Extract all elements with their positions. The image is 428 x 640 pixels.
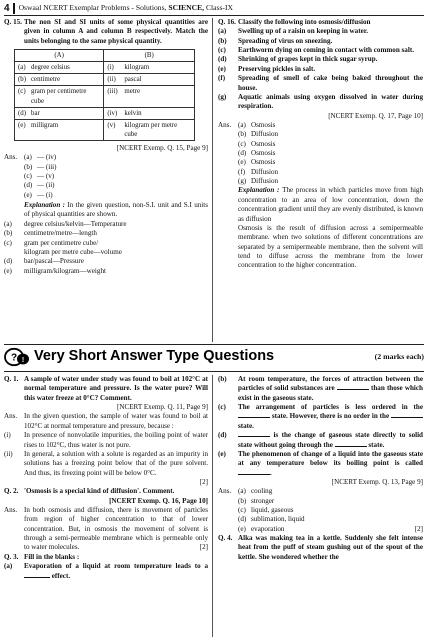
marks: [2] (414, 524, 423, 533)
fill-blank-e: (e) The phenomenon of change of a liquid into the gaseous state at any temperature below its boiling point is called . (218, 449, 423, 477)
item-label: (d) (238, 515, 247, 524)
question-number: Q. 2. (4, 487, 19, 496)
table-row (15, 62, 195, 74)
item-text: sublimation, liquid (251, 515, 305, 524)
cell-content (18, 75, 100, 84)
header-divider (13, 3, 15, 14)
answer-label (218, 149, 238, 158)
answer-content (238, 497, 423, 506)
item-text: Osmosis (251, 139, 276, 148)
answer-row (218, 525, 423, 534)
list-item (4, 450, 208, 478)
item-text: In presence of nonvolatile impurities, the boiling point of water rises to 102°C, thus water is not pure. (24, 431, 208, 449)
blank (238, 469, 270, 475)
column-b-cell (104, 119, 195, 140)
item-label: (a) (4, 562, 13, 571)
answer-content (238, 121, 423, 130)
section-marks: (2 marks each) (374, 351, 424, 361)
item-label: (g) (238, 177, 247, 186)
item-text: Osmosis (251, 120, 276, 129)
item-text: — (iv) (37, 153, 57, 162)
item-label: (ii) (4, 449, 13, 458)
item-label: (d) (18, 109, 27, 117)
question-text: Alka was making tea in a kettle. Suddenly she felt intense heat from the puff of steam gushing out of the spout of the kettle. She wondered whether the (238, 534, 423, 561)
item-label: (e) (4, 266, 12, 275)
answer-label: Ans. (218, 120, 232, 129)
item-label: (d) (238, 149, 247, 158)
answer-row (218, 121, 423, 130)
vsa-question-2 (4, 487, 208, 506)
list-item (4, 229, 208, 238)
item-text: Spreading of virus on sneezing. (238, 36, 333, 45)
question-text: 'Osmosis is a special kind of diffusion'. Comment. (24, 487, 175, 496)
answer (4, 412, 208, 431)
item-label: (c) (218, 403, 226, 412)
item-text: evaporation (251, 524, 285, 533)
question-reference: [NCERT Exemp. Q. 17, Page 10] (328, 111, 423, 120)
question-number: Q. 3. (4, 552, 19, 561)
item-label: (a) (218, 27, 227, 36)
column-divider-top (212, 18, 213, 342)
item-label: (ii) (107, 76, 116, 84)
item-text: Swelling up of a raisin on keeping in water. (238, 27, 369, 36)
item-label: (g) (218, 92, 227, 101)
answer-content (238, 177, 423, 186)
item-text: — (iii) (37, 162, 57, 171)
list-item (218, 93, 423, 112)
item-text: kilogram per metre cube—volume (24, 247, 122, 256)
list-item (218, 65, 423, 74)
item-label: (e) (218, 449, 226, 458)
section-rule-bottom (4, 371, 424, 372)
list-item (218, 27, 423, 36)
item-label: (i) (107, 64, 114, 72)
match-table (14, 49, 195, 141)
answer-row (218, 506, 423, 515)
list-item (218, 55, 423, 64)
answer-label (4, 172, 24, 181)
item-label: (d) (218, 431, 227, 440)
answer-label (218, 506, 238, 515)
item-text: — (i) (37, 190, 53, 199)
column-a-cell (15, 119, 104, 140)
item-text: At room temperature, the forces of attraction between the particles of solid substances are (238, 375, 423, 393)
item-label: (f) (238, 167, 246, 176)
answer-label: Ans. (4, 153, 18, 162)
osmosis-text: Osmosis is the result of diffusion across a semipermeable membrane. when two solutions of different concentrations are separated by a semipermeable membrane, then the solvent will tend to diffuse across the membrane from the lower concentration to the higher concentration. (238, 223, 423, 270)
column-a-cell (15, 74, 104, 86)
svg-text:!: ! (21, 356, 25, 364)
fill-blank-a (4, 562, 208, 581)
answer-row (4, 153, 208, 162)
left-column-bottom (4, 375, 208, 581)
item-text: Diffusion (251, 177, 279, 186)
question-number: Q. 1. (4, 375, 19, 383)
vsa-question-4 (218, 534, 423, 562)
unit-pairs-list (4, 220, 208, 276)
column-a-cell (15, 107, 104, 119)
svg-text:?: ? (10, 352, 18, 364)
item-text: pascal (124, 76, 142, 84)
explanation (4, 201, 208, 220)
osmosis-paragraph (218, 224, 423, 271)
item-label: (e) (218, 64, 226, 73)
item-text: metre (124, 88, 141, 96)
answer-label (218, 140, 238, 149)
item-text: degree celsius/kelvin—Temperature (24, 219, 127, 228)
item-label: (e) (18, 121, 26, 129)
item-text: Aquatic animals using oxygen dissolved in water during respiration. (238, 92, 423, 111)
question-reference: [NCERT Exemp. Q. 11, Page 9] (117, 403, 208, 412)
question-number: Q. 4. (218, 534, 233, 543)
left-column-top (4, 18, 208, 276)
question-number: Q. 15. (4, 18, 22, 26)
item-text-end: state. (238, 421, 254, 430)
answer-label: Ans. (218, 487, 232, 496)
item-text: Spreading of smell of cake being baked throughout the house. (238, 74, 423, 92)
cell-content (18, 63, 100, 72)
answer-row (218, 177, 423, 186)
answer-row (218, 149, 423, 158)
answer-content (238, 158, 423, 167)
item-text: Diffusion (251, 167, 279, 176)
item-text: In general, a solution with a solute is regarded as an impurity in solutions has a freezing point below that of the pure solvent. And thus, its freezing point will be below 0°C. (24, 449, 208, 477)
answer-label (4, 191, 24, 200)
item-text-end: state. (368, 440, 385, 449)
item-label: (e) (238, 158, 246, 167)
column-a-cell (15, 86, 104, 107)
question-reference: [NCERT Exemp. Q. 15, Page 9] (116, 143, 208, 152)
answer-label: Ans. (4, 506, 18, 515)
subject-label: SCIENCE, (168, 3, 205, 13)
item-label: (c) (24, 172, 32, 181)
question-text: A sample of water under study was found to boil at 102°C at normal temperature and pressure. Is the water pure? Will this water freeze at 0°C? Comment. (24, 375, 208, 402)
item-label: (i) (4, 431, 11, 440)
column-b-cell (104, 62, 195, 74)
blank (337, 384, 369, 390)
question-text: The non SI and SI units of some physical quantities are given in column A and column B respectively. Match the units belonging to the same physical quantity. (24, 18, 208, 45)
answer-label (4, 181, 24, 190)
answer-label (218, 515, 238, 524)
marks: [2] (199, 477, 208, 486)
answer-content (238, 149, 423, 158)
item-label: (b) (238, 130, 247, 139)
cell-content (107, 109, 191, 118)
section-title: Very Short Answer Type Questions (34, 348, 275, 365)
answer-content (24, 191, 208, 200)
answer-content (24, 163, 208, 172)
question-number: Q. 16. (218, 18, 236, 26)
cell-content (18, 87, 100, 105)
fill-blank-b (218, 375, 423, 403)
item-label: (c) (238, 506, 246, 515)
section-heading (4, 346, 424, 368)
item-label: (e) (24, 190, 32, 199)
item-text: centimetre (31, 76, 61, 84)
blank (238, 412, 270, 418)
item-text: is the change of gaseous state directly to solid state without going through the (238, 431, 424, 449)
list-item (4, 267, 208, 276)
item-label: (b) (218, 36, 227, 45)
cell-content (107, 75, 191, 84)
page-header (4, 3, 233, 14)
item-label: (a) (18, 64, 26, 72)
item-text: Shrinking of grapes kept in thick sugar syrup. (238, 55, 378, 64)
answer-row (4, 163, 208, 172)
item-label (4, 248, 24, 257)
item-label: (b) (4, 229, 13, 238)
item-text: Earthworm dying on coming in contact with common salt. (238, 46, 414, 55)
item-text-end: effect. (51, 571, 71, 580)
answer-label (218, 168, 238, 177)
list-item (4, 239, 208, 248)
table-row (15, 107, 195, 119)
answer-label (218, 177, 238, 186)
right-column-bottom (218, 375, 423, 562)
list-item (4, 257, 208, 266)
item-label: (iv) (107, 109, 118, 117)
answer-list (218, 121, 423, 187)
question-15 (4, 18, 208, 46)
question-reference: [NCERT Exemp. Q. 13, Page 9] (331, 477, 423, 486)
item-label: (c) (18, 88, 26, 96)
right-column-top (218, 18, 423, 271)
list-item (4, 431, 208, 450)
table-row (15, 74, 195, 86)
item-text: liquid, gaseous (251, 506, 294, 515)
item-text: Preserving pickles in salt. (238, 64, 316, 73)
item-text: Diffusion (251, 130, 279, 139)
fill-blank-c (218, 403, 423, 431)
blank (24, 572, 50, 578)
item-label: (a) (24, 153, 32, 162)
answer-row (218, 487, 423, 496)
item-text: Evaporation of a liquid at room temperature leads to a (24, 562, 208, 571)
item-label: (c) (218, 46, 226, 55)
answer-content (238, 506, 423, 515)
table-row (15, 86, 195, 107)
column-divider-bottom (212, 375, 213, 637)
cell-content (107, 87, 191, 96)
blank (335, 441, 367, 447)
answer-label (4, 163, 24, 172)
marks: [2] (199, 543, 208, 552)
item-label: (b) (24, 162, 33, 171)
column-a-header: (A) (15, 50, 104, 62)
item-text: — (ii) (37, 181, 55, 190)
question-answer-icon (4, 347, 30, 367)
fill-blank-d (218, 431, 423, 450)
section-rule-top (4, 344, 424, 345)
answer-content (24, 153, 208, 162)
item-text: The phenomenon of change of a liquid into the gaseous state at any temperature below its boiling point is called (238, 449, 423, 468)
list-item (218, 74, 423, 93)
answer-row (4, 181, 208, 190)
item-text: The arrangement of particles is less ordered in the (238, 403, 423, 412)
list-item (218, 46, 423, 55)
answer-content (238, 168, 423, 177)
item-label: (d) (4, 257, 13, 266)
answer-row (4, 191, 208, 200)
header-rule (4, 15, 424, 16)
item-text: kelvin (124, 109, 142, 117)
item-text: Osmosis (251, 158, 276, 167)
column-b-cell (104, 107, 195, 119)
question-16 (218, 18, 423, 27)
item-text: bar (31, 109, 40, 117)
answer-row (218, 497, 423, 506)
item-label: (d) (24, 181, 33, 190)
cell-content (18, 121, 100, 130)
answer-list (4, 153, 208, 200)
list-item (4, 248, 208, 257)
answer-content (238, 525, 423, 534)
column-b-cell (104, 74, 195, 86)
cell-content (107, 121, 191, 139)
answer-content (238, 130, 423, 139)
item-text: cooling (251, 487, 273, 496)
answer-row (218, 515, 423, 524)
item-text: milligram (31, 121, 59, 129)
answer-text: In both osmosis and diffusion, there is movement of particles from region of higher concentration to that of lower concentration. But, in osmosis the movement of solvent is through a semi-permeable membrane which is permeable only to water molecules. (24, 506, 208, 552)
blank (391, 412, 423, 418)
blank (238, 431, 270, 437)
item-text-mid: state. However, there is no order in the (271, 412, 390, 421)
vsa-question-3 (4, 553, 208, 562)
item-text: gram per centimetre cube (31, 88, 87, 105)
answer-text: In the given question, the sample of water was found to boil at 102°C at normal temperature and pressure, because : (24, 412, 208, 430)
book-title: Oswaal NCERT Exemplar Problems - Solutions, (18, 3, 167, 13)
answer-label (218, 497, 238, 506)
answer (4, 506, 208, 553)
answer-content (238, 515, 423, 524)
answer-row (218, 158, 423, 167)
answer-label (218, 525, 238, 534)
item-label: (d) (218, 55, 227, 64)
item-label: (e) (238, 524, 246, 533)
list-item (4, 220, 208, 229)
item-label: (a) (4, 219, 12, 228)
table-row (15, 119, 195, 140)
answer-row (4, 172, 208, 181)
item-label: (a) (238, 487, 246, 496)
explanation (218, 186, 423, 223)
explanation-text: In the given question, non-S.I. unit and S.I units of physical quantities are shown. (24, 201, 208, 219)
cell-content (18, 109, 100, 118)
item-text-end: than those which exist in the gaseous state. (238, 384, 423, 402)
item-text: Osmosis (251, 149, 276, 158)
answer-row (218, 140, 423, 149)
item-label: (b) (238, 496, 247, 505)
item-label: (f) (218, 74, 226, 83)
question-reference: [NCERT Exemp. Q. 16, Page 10] (109, 496, 208, 505)
answer-label (218, 130, 238, 139)
column-b-cell (104, 86, 195, 107)
item-text: gram per centimetre cube/ (24, 238, 99, 247)
item-label: (c) (238, 139, 246, 148)
item-label: (b) (218, 375, 227, 383)
explanation-text: The process in which particles move from high concentration to an area of low concentration, down the concentration gradient until they are evenly distributed, is known as diffusion (238, 186, 424, 223)
explanation-label: Explanation : (238, 186, 280, 195)
item-label: (a) (238, 120, 246, 129)
explanation-label: Explanation : (24, 201, 65, 210)
question-text: Fill in the blanks : (24, 552, 80, 561)
classification-items (218, 27, 423, 111)
item-label: (iii) (107, 88, 118, 96)
answer-content (24, 172, 208, 181)
class-label: Class-IX (205, 3, 233, 13)
column-b-header: (B) (104, 50, 195, 62)
answer-label: Ans. (4, 412, 18, 421)
list-item (218, 37, 423, 46)
answer-list (218, 487, 423, 534)
cell-content (107, 63, 191, 72)
item-text: centimetre/metre—length (24, 229, 97, 238)
item-label: (v) (107, 121, 116, 129)
item-label: (c) (4, 238, 12, 247)
item-text: — (v) (37, 172, 55, 181)
item-text: bar/pascal—Pressure (24, 257, 84, 266)
item-text: milligram/kilogram—weight (24, 266, 106, 275)
answer-row (218, 168, 423, 177)
item-text: degree celsius (31, 64, 70, 72)
item-text: stronger (251, 496, 275, 505)
item-text: kilogram per metre cube (124, 121, 178, 138)
answer-points (4, 431, 208, 478)
page-number: 4 (4, 2, 10, 14)
item-label: (b) (18, 76, 27, 84)
vsa-question-1 (4, 375, 208, 403)
answer-content (238, 487, 423, 496)
question-text: Classify the following into osmosis/diffusion (238, 18, 371, 26)
answer-label (218, 158, 238, 167)
answer-content (24, 181, 208, 190)
column-a-cell (15, 62, 104, 74)
item-text: kilogram (124, 64, 150, 72)
answer-content (238, 140, 423, 149)
answer-row (218, 130, 423, 139)
